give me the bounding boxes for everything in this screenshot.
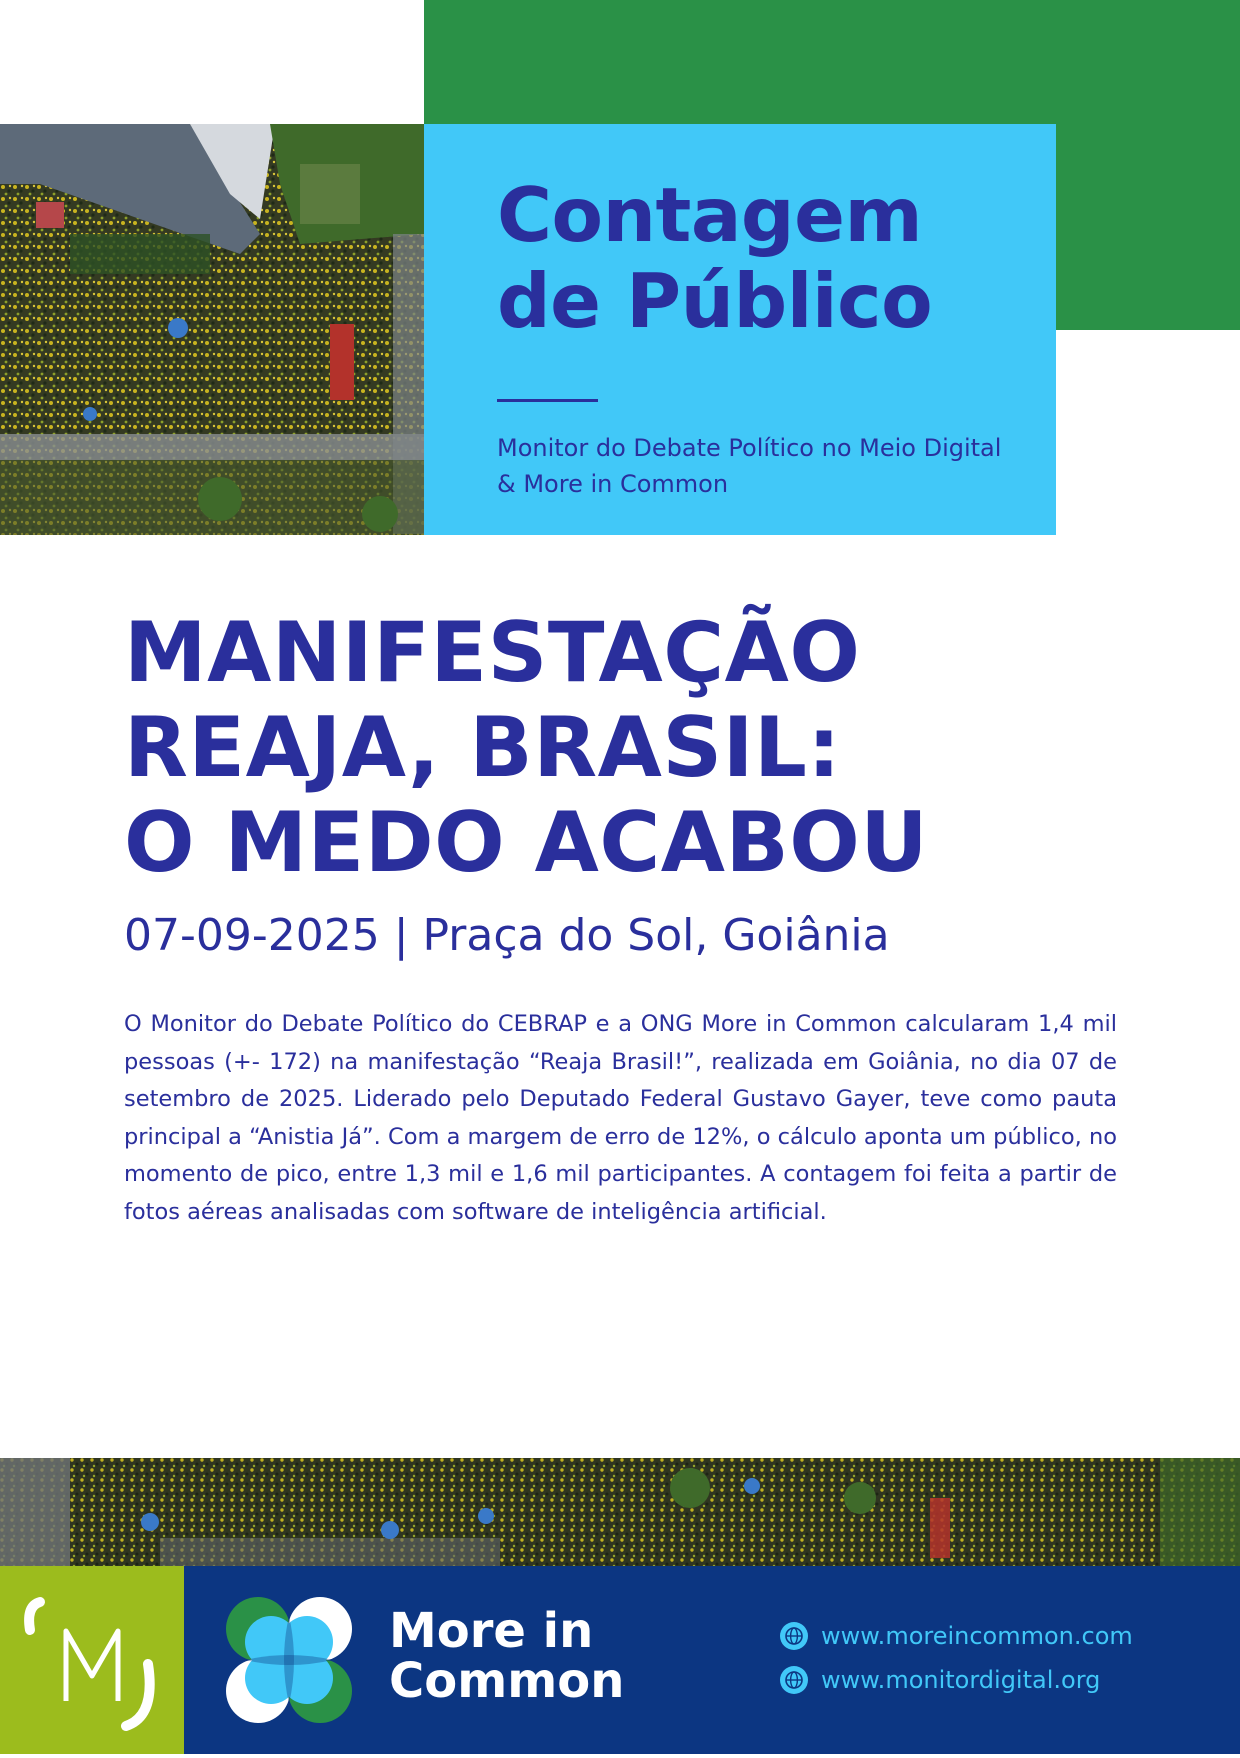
headline-line3: O MEDO ACABOU xyxy=(124,794,929,891)
panel-subtitle-line1: Monitor do Debate Político no Meio Digital xyxy=(497,434,1002,462)
more-in-common-logo-icon xyxy=(225,1596,353,1724)
link-moreincommon-text: www.moreincommon.com xyxy=(821,1622,1133,1650)
headline-line2: REAJA, BRASIL: xyxy=(124,699,842,796)
aerial-crowd-photo-bottom xyxy=(0,1458,1240,1566)
brand-name-line2: Common xyxy=(389,1653,625,1709)
panel-title xyxy=(497,172,1017,344)
event-date-location: 07-09-2025 | Praça do Sol, Goiânia xyxy=(124,910,890,961)
monitor-digital-logo-icon xyxy=(0,1566,184,1754)
brand-name-line1: More in xyxy=(389,1603,594,1659)
aerial-crowd-photo-bottom-art xyxy=(0,1458,1240,1566)
globe-icon xyxy=(780,1666,808,1694)
brand-name xyxy=(389,1603,689,1709)
panel-subtitle xyxy=(497,430,1037,502)
aerial-crowd-photo-top xyxy=(0,124,424,535)
body-paragraph: O Monitor do Debate Político do CEBRAP e a ONG More in Common calcularam 1,4 mil pessoas (+- 172) na manifestação “Reaja Brasil!”, realizada em Goiânia, no dia 07 de setembro de 2025. Liderado pelo Deputado Federal Gustavo Gayer, teve como pauta principal a “Anistia Já”. Com a margem de erro de 12%, o cálculo aponta um público, no momento de pico, entre 1,3 mil e 1,6 mil participantes. A contagem foi feita a partir de fotos aéreas analisadas com software de inteligência artificial. xyxy=(124,1011,1117,1225)
link-monitordigital-text: www.monitordigital.org xyxy=(821,1666,1101,1694)
headline xyxy=(124,605,1184,890)
monitor-digital-badge xyxy=(0,1566,184,1754)
aerial-crowd-photo-top-art xyxy=(0,124,424,535)
headline-line1: MANIFESTAÇÃO xyxy=(124,604,861,701)
panel-title-line2: de Público xyxy=(497,257,933,345)
globe-icon xyxy=(780,1622,808,1650)
panel-divider xyxy=(497,399,598,402)
panel-title-line1: Contagem xyxy=(497,171,923,259)
link-monitordigital[interactable] xyxy=(780,1665,1100,1695)
link-moreincommon[interactable] xyxy=(780,1621,1133,1651)
panel-subtitle-line2: & More in Common xyxy=(497,470,729,498)
